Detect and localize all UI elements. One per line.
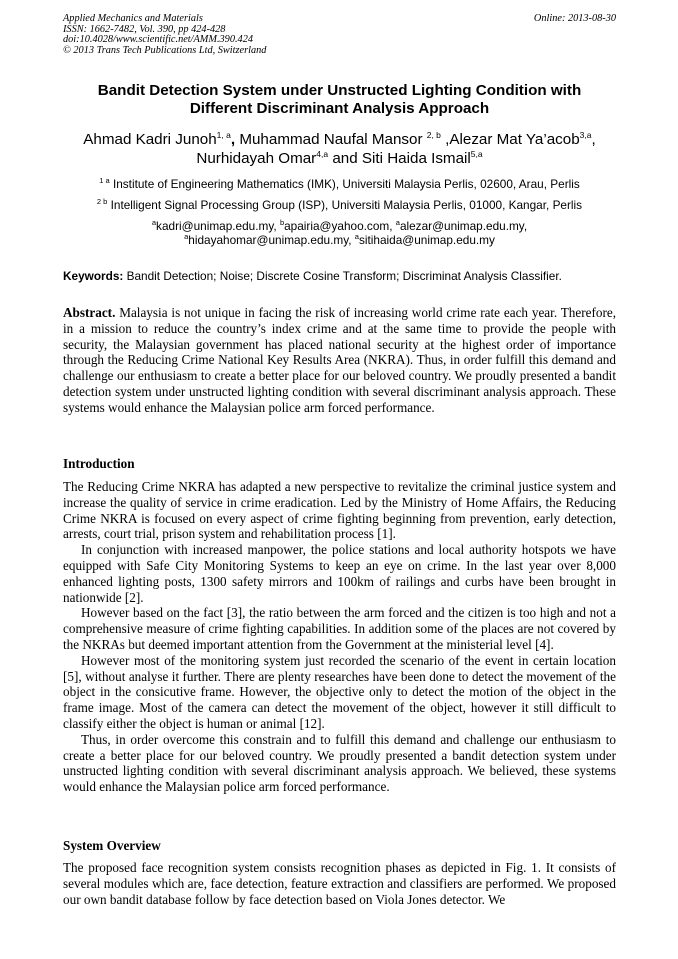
- author-sup: 4,a: [316, 148, 329, 159]
- paragraph: In conjunction with increased manpower, the police stations and local authority hotspots we have equipped with Safe City Monitoring Systems to keep an eye on crime. In the last year over 8,000 enhanced lighting posts, 1300 safety mirrors and 100km of railings and curbs have been brought in nationwide [2].: [63, 542, 616, 605]
- author-name: Muhammad Naufal Mansor: [239, 131, 423, 148]
- email-sup: a: [354, 232, 359, 242]
- introduction-heading: Introduction: [63, 456, 135, 471]
- system-overview-heading: System Overview: [63, 838, 161, 853]
- issn-line: ISSN: 1662-7482, Vol. 390, pp 424-428: [63, 23, 226, 35]
- paragraph: However based on the fact [3], the ratio between the arm forced and the citizen is too high and not a comprehensive measure of crime fighting capabilities. In addition some of the places are not covered by the NKRAs but deemed important attention from the Government at the ministerial level [4].: [63, 605, 616, 652]
- title-line-1: Bandit Detection System under Unstructed Lighting Condition with: [97, 82, 582, 99]
- copyright-line: © 2013 Trans Tech Publications Ltd, Switzerland: [63, 44, 267, 56]
- email-sup: a: [184, 232, 189, 242]
- affiliation-text: Intelligent Signal Processing Group (ISP), Universiti Malaysia Perlis, 01000, Kangar, Perlis: [110, 198, 583, 212]
- journal-header: [63, 14, 616, 56]
- author-name: Nurhidayah Omar: [196, 149, 317, 167]
- author-sup: 5,a: [470, 148, 483, 159]
- doi-line: doi:10.4028/www.scientific.net/AMM.390.424: [63, 34, 253, 46]
- affiliation-sup: 1 a: [99, 176, 110, 185]
- affiliation-text: Institute of Engineering Mathematics (IMK), Universiti Malaysia Perlis, 02600, Arau, Perlis: [112, 177, 580, 191]
- journal-name: Applied Mechanics and Materials: [63, 13, 203, 24]
- paragraph: Thus, in order overcome this constrain and to fulfill this demand and challenge our enthusiasm to create a better place for our beloved country. We proudly presented a bandit detection system under unstructed lighting condition with several discriminant analysis approach. We believed, these systems would enhance the Malaysian police arm forced performance.: [63, 731, 616, 795]
- title-line-2: Different Discriminant Analysis Approach: [189, 100, 490, 117]
- paper-title: [63, 82, 616, 118]
- online-date: Online: 2013-08-30: [533, 13, 616, 24]
- paragraph: The proposed face recognition system consists recognition phases as depicted in Fig. 1. It consists of several modules which are, face detection, feature extraction and classifiers are performed. We proposed our own bandit database follow by face detection based on Viola Jones detector. We: [63, 860, 616, 907]
- email: apairia@yahoo.com,: [284, 219, 393, 233]
- email: kadri@unimap.edu.my,: [156, 219, 277, 233]
- keywords: [63, 269, 616, 283]
- email-sup: b: [279, 218, 285, 227]
- email-sup: a: [395, 218, 400, 227]
- author-name: Siti Haida Ismail: [361, 149, 471, 167]
- email: alezar@unimap.edu.my,: [399, 219, 528, 233]
- author-sup: 1, a: [216, 130, 231, 140]
- system-overview-body: [63, 860, 616, 907]
- email: sitihaida@unimap.edu.my: [358, 233, 495, 248]
- author-list: Ahmad Kadri Junoh$^{1, a}$, Muhammad Naufal Mansor $^{2, b}$ ,Alezar Mat Ya’acob$^{3,a}$, Nurhidayah Omar$^{4,a}$ and Siti Haida Ismail$^{5,a}$: [83, 130, 596, 167]
- abstract: [63, 305, 616, 416]
- email-list: [63, 219, 616, 248]
- author-name: Alezar Mat Ya’acob: [449, 131, 580, 148]
- affiliation-2: [63, 198, 616, 212]
- author-sup: 2, b: [426, 130, 441, 140]
- keywords-label: Keywords:: [63, 269, 124, 283]
- author-sup: 3,a: [579, 130, 592, 140]
- affiliation-sup: 2 b: [96, 197, 108, 206]
- introduction-body: [63, 479, 616, 795]
- abstract-text: Malaysia is not unique in facing the risk of increasing world crime rate each year. Therefore, in a mission to reduce the country’s index crime and at the same time to provide the people with security, the Malaysian government has placed national security at the highest order of importance through the Reducing Crime National Key Results Area (NKRA). Thus, in order fulfill this demand and challenge our enthusiasm to create a better place for our beloved country. We proudly presented a bandit detection system under unstructed lighting condition with several discriminant analysis approach. These systems would enhance the Malaysian police arm forced performance.: [63, 305, 616, 415]
- author-name: Ahmad Kadri Junoh: [83, 131, 217, 148]
- email-sup: a: [151, 218, 157, 227]
- email: hidayahomar@unimap.edu.my,: [188, 233, 352, 248]
- abstract-label: Abstract.: [63, 305, 116, 320]
- paragraph: However most of the monitoring system just recorded the scenario of the event in certain location [5], without analyse it further. There are plenty researches have been done to detect the movement of the object in the consicutive frame. However, the objective only to detect the motion of the object in the frame image. Most of the camera can detect the movement of the object, however it still difficult to classify either the object is human or animal [12].: [63, 652, 616, 731]
- keywords-text: Bandit Detection; Noise; Discrete Cosine Transform; Discriminat Analysis Classifier.: [126, 269, 562, 283]
- affiliation-1: [63, 177, 616, 191]
- paragraph: The Reducing Crime NKRA has adapted a new perspective to revitalize the criminal justice system and increase the quality of service in crime eradication. Led by the Ministry of Home Affairs, the Reducing Crime NKRA is focused on every aspect of crime fighting beginning from prevention, early detection, arrests, court trial, prison system and rehabilitation process [1].: [63, 479, 616, 542]
- author-and: and: [332, 149, 358, 167]
